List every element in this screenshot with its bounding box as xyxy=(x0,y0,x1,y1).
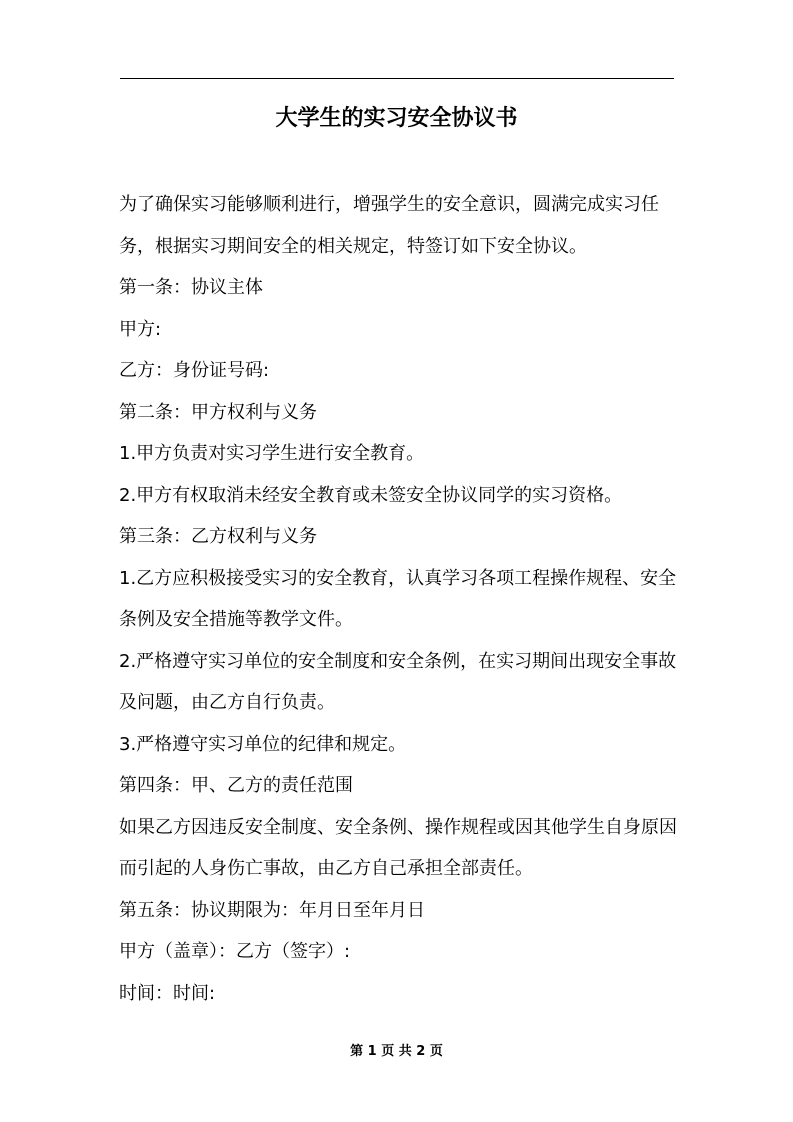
article-3-item-1: 1.乙方应积极接受实习的安全教育，认真学习各项工程操作规程、安全条例及安全措施等教学文件。 xyxy=(119,567,677,630)
header-rule xyxy=(120,78,674,79)
article-2-heading: 第二条：甲方权利与义务 xyxy=(119,401,317,423)
signature-line: 甲方（盖章）：乙方（签字）: xyxy=(119,941,351,962)
article-3-item-2: 2.严格遵守实习单位的安全制度和安全条例，在实习期间出现安全事故及问题，由乙方自行负责。 xyxy=(119,650,677,713)
page-number-footer: 第 1 页 共 2 页 xyxy=(350,1044,443,1059)
article-4-body: 如果乙方因违反安全制度、安全条例、操作规程或因其他学生自身原因而引起的人身伤亡事故，由乙方自己承担全部责任。 xyxy=(119,816,677,879)
paragraph-intro: 为了确保实习能够顺利进行，增强学生的安全意识，圆满完成实习任务，根据实习期间安全的相关规定，特签订如下安全协议。 xyxy=(119,194,659,257)
article-2-item-1: 1.甲方负责对实习学生进行安全教育。 xyxy=(119,443,425,464)
party-a-line: 甲方: xyxy=(119,318,162,340)
article-3-heading: 第三条：乙方权利与义务 xyxy=(119,526,317,547)
article-1-heading: 第一条：协议主体 xyxy=(119,277,263,298)
article-4-heading: 第四条：甲、乙方的责任范围 xyxy=(119,775,353,796)
article-3-item-3: 3.严格遵守实习单位的纪律和规定。 xyxy=(119,733,407,755)
date-line: 时间：时间: xyxy=(119,982,216,1004)
document-title: 大学生的实习安全协议书 xyxy=(275,106,518,131)
party-b-line: 乙方：身份证号码: xyxy=(119,360,270,381)
article-5-heading: 第五条：协议期限为：年月日至年月日 xyxy=(119,899,425,921)
document-body xyxy=(119,184,677,1014)
article-2-item-2: 2.甲方有权取消未经安全教育或未签安全协议同学的实习资格。 xyxy=(119,484,623,506)
